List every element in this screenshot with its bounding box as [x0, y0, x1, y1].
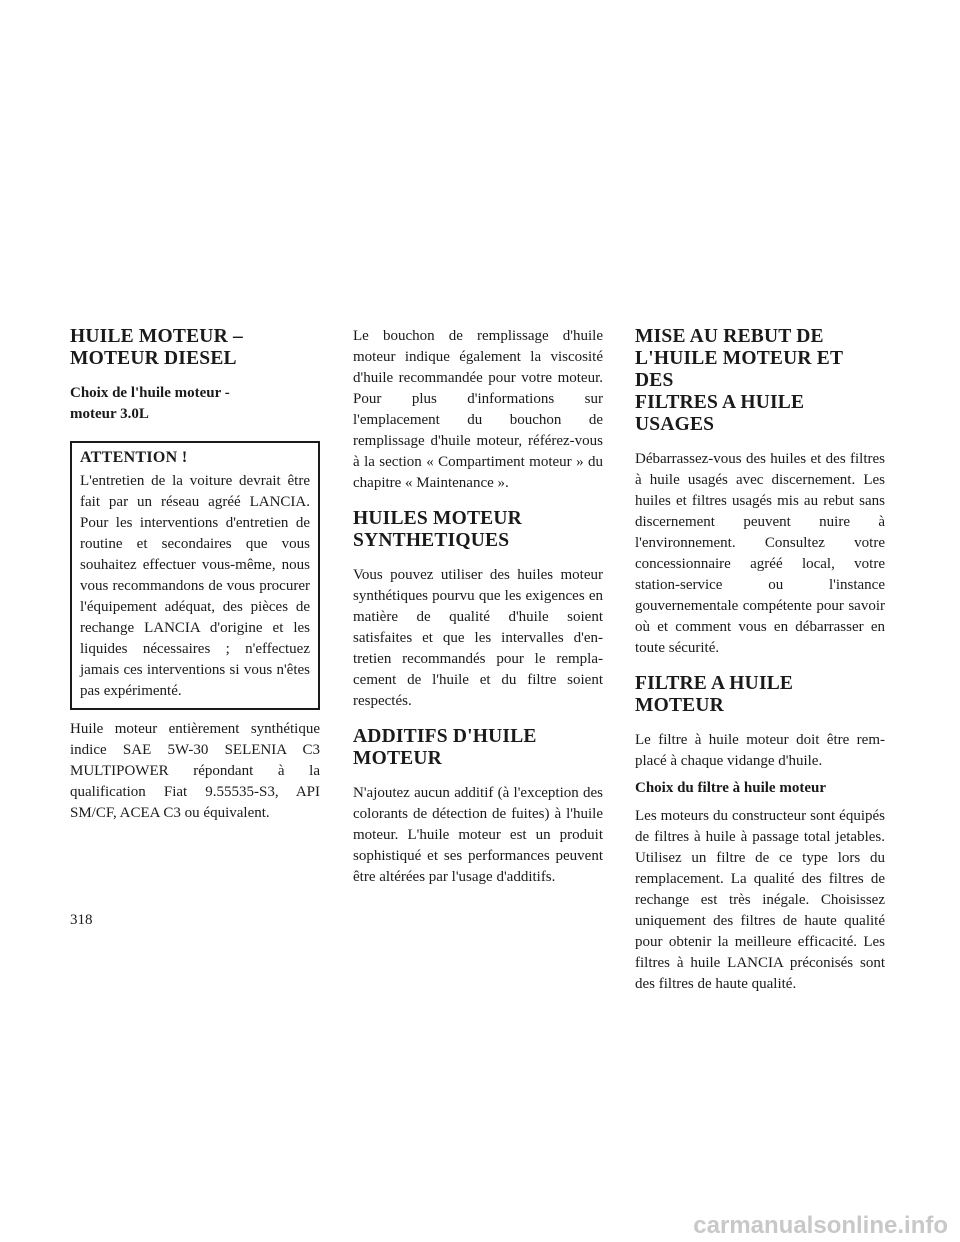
column-middle — [353, 326, 603, 894]
page-number: 318 — [70, 912, 93, 928]
heading-filtre-huile: FILTRE A HUILE MOTEUR — [635, 673, 794, 716]
paragraph-mise-au-rebut: Débarrassez-vous des huiles et des filtres à huile usagés avec discernement. Les huiles et filtres usagés mis au rebut sans discernement peuvent nuire à l'environnement. Consultez votre concessionnaire agréé local, votre station-service ou l'instance gouvernementale compétente pour savoir où et comment vous en débarrasser en toute sécurité. — [635, 451, 885, 656]
column-right — [635, 326, 885, 1001]
warning-text: L'entretien de la voiture devrait être fait par un réseau agréé LANCIA. Pour les interventions d'entretien de routine et secondaires que vous souhaitez effectuer vous-même, nous vous recommandons de vous procurer l'équipement adéquat, des pièces de rechange LANCIA d'origine et les liquides nécessaires ; n'effectuez jamais ces interventions si vous n'êtes pas expérimenté. — [80, 473, 310, 699]
paragraph-filtre-remplacement: Le filtre à huile moteur doit être remplacé à chaque vidange d'huile. — [635, 732, 885, 769]
warning-box — [70, 441, 320, 710]
paragraph-choix-filtre: Les moteurs du constructeur sont équipés de filtres à huile à passage total jetables. Utilisez un filtre de ce type lors du remplacement. La qualité des filtres de rechange est très inégale. Choisissez uniquement des filtres de haute qualité pour obtenir la meilleure efficacité. Les filtres à huile LANCIA préconisés sont des filtres de haute qualité. — [635, 808, 885, 992]
watermark-logo: carmanualsonline.info — [693, 1212, 948, 1239]
paragraph-additifs: N'ajoutez aucun additif (à l'exception des colorants de détection de fuites) à l'huile moteur. L'huile moteur est un produit sophistiqué et ses performances peuvent être altérées par l'usage d'additifs. — [353, 785, 603, 885]
paragraph-huiles-synthetiques: Vous pouvez utiliser des huiles moteur synthétiques pourvu que les exigences en matière de qualité d'huile soient satisfaites et que les intervalles d'entretien recommandés pour le remplacement de l'huile et du filtre soient respectés. — [353, 567, 603, 709]
paragraph-huile-synthetique: Huile moteur entièrement synthétique indice SAE 5W-30 SELENIA C3 MULTIPOWER répondant à la qualification Fiat 9.55535-S3, API SM/CF, ACEA C3 ou équivalent. — [70, 721, 320, 821]
warning-title: ATTENTION ! — [80, 449, 188, 466]
subheading-choix-huile: Choix de l'huile moteur - moteur 3.0L — [70, 385, 230, 422]
column-left — [70, 326, 320, 830]
heading-huile-moteur-diesel: HUILE MOTEUR – MOTEUR DIESEL — [70, 326, 243, 369]
heading-mise-au-rebut: MISE AU REBUT DE L'HUILE MOTEUR ET DES FILTRES A HUILE USAGES — [635, 326, 843, 435]
heading-huiles-synthetiques: HUILES MOTEUR SYNTHETIQUES — [353, 508, 522, 551]
subheading-choix-filtre: Choix du filtre à huile moteur — [635, 780, 826, 796]
heading-additifs: ADDITIFS D'HUILE MOTEUR — [353, 726, 537, 769]
paragraph-bouchon-remplissage: Le bouchon de remplissage d'huile moteur indique également la viscosité d'huile recommandée pour votre moteur. Pour plus d'informations sur l'emplacement du bouchon de remplissage d'huile moteur, référez-vous à la section « Compartiment moteur » du chapitre « Maintenance ». — [353, 328, 603, 491]
